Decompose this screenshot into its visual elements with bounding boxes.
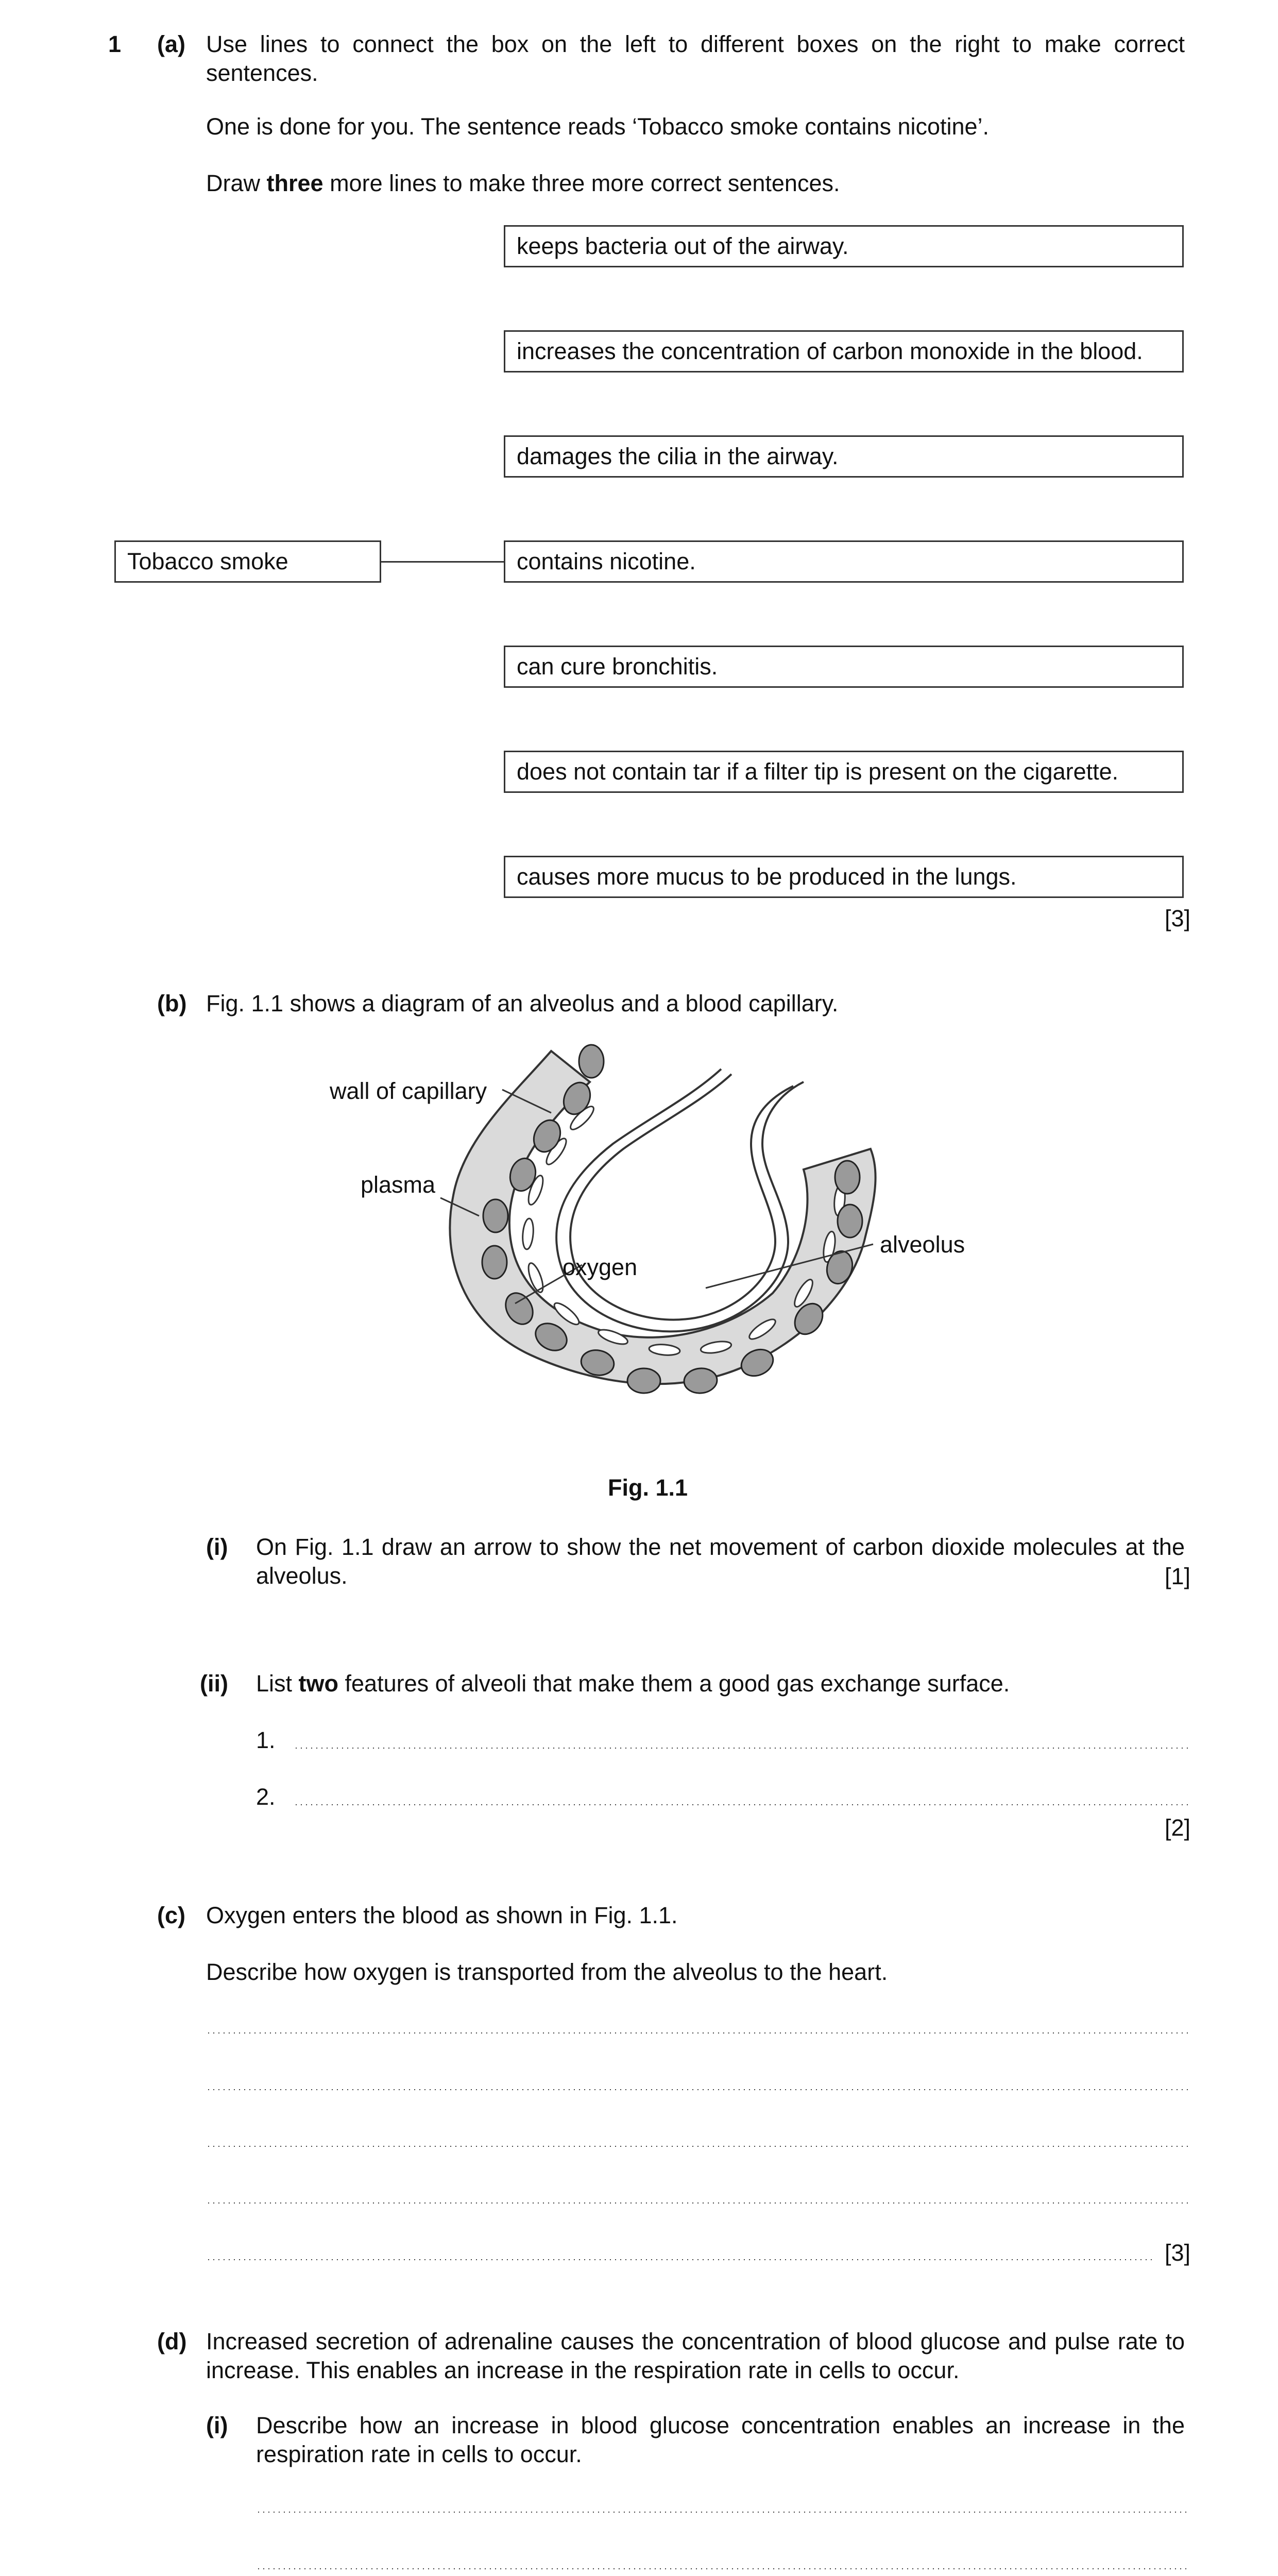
alveolus-wall-inner [570,1074,793,1320]
part-a-example: One is done for you. The sentence reads ‘Tobacco smoke contains nicotine’. [206,113,990,140]
right-box-5[interactable]: can cure bronchitis. [504,646,1184,688]
draw-bold: three [266,170,323,196]
part-a-marks: [3] [1164,905,1190,931]
part-d-label: (d) [157,2328,187,2354]
ii-text-suffix: features of alveoli that make them a good gas exchange surface. [338,1670,1010,1697]
part-b-i-label: (i) [206,1534,228,1560]
part-b-ii-label: (ii) [200,1670,228,1697]
part-b-ii-text [256,1669,1185,1698]
right-box-4[interactable]: contains nicotine. [504,540,1184,583]
part-b-i-marks: [1] [1164,1563,1190,1589]
part-b-i-text: On Fig. 1.1 draw an arrow to show the net movement of carbon dioxide molecules at the alveolus. [256,1534,1185,1589]
answer-line-c-3[interactable] [206,2146,1190,2147]
answer-line-b-ii-1[interactable] [294,1748,1190,1749]
example-connecting-line [381,561,504,563]
draw-suffix: more lines to make three more correct sentences. [323,170,840,196]
answer-line-1-number: 1. [256,1727,276,1753]
part-d-i-text: Describe how an increase in blood glucose concentration enables an increase in the respiration rate in cells to occur. [256,2412,1185,2468]
part-a-draw-instruction [206,169,1185,198]
answer-line-c-1[interactable] [206,2032,1190,2033]
answer-line-c-2[interactable] [206,2089,1190,2090]
answer-line-b-ii-2[interactable] [294,1804,1190,1805]
ii-text-bold: two [298,1670,339,1697]
part-c-text1: Oxygen enters the blood as shown in Fig. 1.1. [206,1902,678,1928]
answer-line-c-5[interactable] [206,2259,1154,2260]
part-a-label: (a) [157,31,185,57]
part-c-marks: [3] [1164,2240,1190,2266]
part-b-intro: Fig. 1.1 shows a diagram of an alveolus and a blood capillary. [206,990,839,1016]
right-box-1[interactable]: keeps bacteria out of the airway. [504,225,1184,267]
right-box-6[interactable]: does not contain tar if a filter tip is present on the cigarette. [504,751,1184,793]
capillary-plasma [450,1051,875,1384]
label-alveolus: alveolus [880,1231,965,1258]
answer-line-d-i-2[interactable] [256,2568,1190,2569]
label-oxygen: oxygen [563,1254,638,1280]
figure-caption: Fig. 1.1 [608,1475,688,1501]
answer-line-c-4[interactable] [206,2202,1190,2204]
right-box-7[interactable]: causes more mucus to be produced in the lungs. [504,856,1184,898]
part-b-ii-marks: [2] [1164,1815,1190,1841]
question-number: 1 [108,31,122,57]
answer-line-2-number: 2. [256,1784,276,1810]
left-box-tobacco-smoke[interactable]: Tobacco smoke [114,540,381,583]
right-box-2[interactable]: increases the concentration of carbon monoxide in the blood. [504,330,1184,372]
part-c-label: (c) [157,1902,185,1928]
ii-text-prefix: List [256,1670,299,1697]
right-box-3[interactable]: damages the cilia in the airway. [504,435,1184,478]
label-wall-of-capillary: wall of capillary [330,1078,487,1104]
label-plasma: plasma [361,1172,436,1198]
answer-line-d-i-1[interactable] [256,2512,1190,2513]
part-b-label: (b) [157,990,187,1016]
part-d-intro: Increased secretion of adrenaline causes the concentration of blood glucose and pulse rate to increase. This enables an increase in the respiration rate in cells to occur. [206,2328,1185,2384]
part-d-i-label: (i) [206,2412,228,2438]
part-c-text2: Describe how oxygen is transported from the alveolus to the heart. [206,1959,888,1985]
draw-prefix: Draw [206,170,267,196]
part-a-instruction: Use lines to connect the box on the left to different boxes on the right to make correct sentences. [206,31,1185,87]
